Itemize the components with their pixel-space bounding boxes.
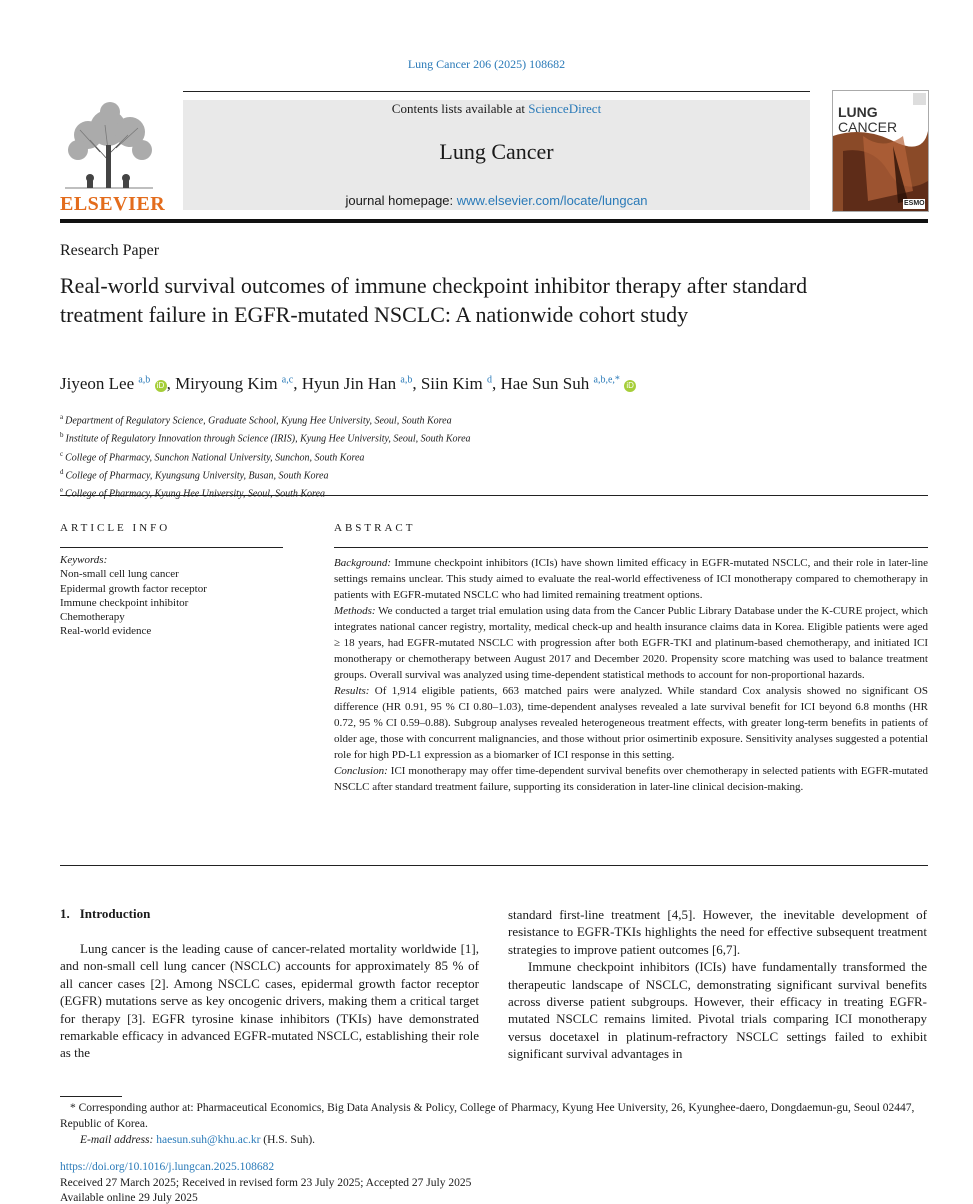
received-dates: Received 27 March 2025; Received in revised form 23 July 2025; Accepted 27 July 2025	[60, 1177, 472, 1189]
orcid-icon[interactable]: iD	[624, 380, 636, 392]
introduction-heading: 1. Introduction	[60, 906, 151, 921]
affiliation-item: $^c$ College of Pharmacy, Sunchon National University, Sunchon, South Korea	[60, 449, 365, 463]
sciencedirect-link[interactable]: ScienceDirect	[528, 101, 602, 116]
article-type: Research Paper	[60, 242, 160, 259]
intro-paragraph: Lung cancer is the leading cause of cancer-related mortality worldwide [1], and non-small cell lung cancer (NSCLC) accounts for approximately 85 % of all cancer cases [2]. Among NSCLC cases, epidermal growth factor receptor (EGFR) mutations serve as key oncogenic drivers, making them a critical target for therapy [3]. EGFR tyrosine kinase inhibitors (TKIs) have demonstrated remarkable efficacy in advanced EGFR-mutated NSCLC, establishing their role as the	[60, 941, 479, 1061]
elsevier-tree-logo	[60, 100, 158, 190]
abstract-heading: ABSTRACT	[334, 522, 416, 534]
author-list: Jiyeon Lee $^{a,b}$ iD , Miryoung Kim $^{a,c}$, Hyun Jin Han $^{a,b}$, Siin Kim $^d$, Hae Sun Suh $^{a,b,e,*}$ iD	[60, 374, 930, 394]
cover-title-lung: LUNG	[838, 104, 878, 120]
author-affil-sup[interactable]: a,b	[400, 374, 413, 386]
affiliation-item: $^e$ College of Pharmacy, Kyung Hee University, Seoul, South Korea	[60, 486, 325, 500]
author-name[interactable]: Hyun Jin Han	[301, 374, 397, 393]
doi-link[interactable]: https://doi.org/10.1016/j.lungcan.2025.108682	[60, 1161, 275, 1173]
journal-homepage: journal homepage: www.elsevier.com/locate/lungcan	[345, 193, 648, 208]
journal-name: Lung Cancer	[439, 139, 554, 164]
affiliation-item: $^a$ Department of Regulatory Science, Graduate School, Kyung Hee University, Seoul, South Korea	[60, 413, 452, 427]
author-name[interactable]: Hae Sun Suh	[500, 374, 590, 393]
section-divider	[60, 495, 928, 496]
affiliation-item: $^d$ College of Pharmacy, Kyungsung University, Busan, South Korea	[60, 467, 329, 482]
abstract-methods: Methods: We conducted a target trial emulation using data from the Cancer Public Library Database under the K-CURE project, which integrates national cancer registry, mortality, medical check-up and health insurance claims data in Korea. Eligible patients were aged ≥ 18 years, had EGFR-mutated NSCLC with progression after both EGFR-TKI and platinum-based chemotherapy, and initiated ICI monotherapy or chemotherapy between August 2017 and December 2020. Propensity score matching was used to balance treatment groups. Overall survival was analyzed using time-dependent statistical methods to account for non-proportional hazards.	[334, 605, 928, 681]
intro-paragraph: standard first-line treatment [4,5]. However, the inevitable development of resistance to EGFR-TKIs highlights the need for effective subsequent treatment strategies to improve patient outcomes [6,7].	[508, 907, 927, 957]
header-bottom-rule	[60, 219, 928, 223]
homepage-link[interactable]: www.elsevier.com/locate/lungcan	[456, 193, 648, 208]
affiliation-item: $^b$ Institute of Regulatory Innovation through Science (IRIS), Kyung Hee University, Seoul, South Korea	[60, 431, 471, 445]
journal-reference[interactable]: Lung Cancer 206 (2025) 108682	[407, 57, 566, 71]
article-info-rule	[60, 547, 283, 548]
corresponding-footnote	[60, 1100, 928, 1148]
section-divider	[60, 865, 928, 866]
abstract-results: Results: Of 1,914 eligible patients, 663 matched pairs were analyzed. While standard Cox analysis showed no significant OS difference (HR 0.91, 95 % CI 0.80–1.03), time-dependent analyses revealed a late survival benefit for ICI beyond 6.8 months (HR 0.72, 95 % CI 0.59–0.88). Subgroup analyses revealed heterogeneous treatment effects, with greater long-term benefits in patients of older age, those with concurrent malignancies, and those without prior osimertinib exposure. Sensitivity analyses suggested a potential role for high PD-L1 expression as a biomarker of ICI response in this setting.	[334, 685, 928, 761]
journal-cover-image[interactable]	[832, 90, 929, 212]
intro-paragraph: Immune checkpoint inhibitors (ICIs) have fundamentally transformed the therapeutic landscape of NSCLC, demonstrating significant survival benefits across diverse patient subgroups. However, their efficacy in treating EGFR-mutated NSCLC remains limited. Pivotal trials comparing ICI monotherapy versus docetaxel in platinum-refractory NSCLC settings failed to exhibit significant survival advantages in	[508, 959, 927, 1062]
cover-title-cancer: CANCER	[838, 119, 898, 135]
keyword-item: Immune checkpoint inhibitor	[60, 596, 189, 609]
elsevier-wordmark: ELSEVIER	[60, 193, 166, 215]
author-name[interactable]: Siin Kim	[420, 374, 483, 393]
author-affil-sup[interactable]: a,c	[281, 374, 294, 386]
author-name[interactable]: Jiyeon Lee	[60, 374, 135, 393]
abstract-rule	[334, 547, 928, 548]
email-link[interactable]: haesun.suh@khu.ac.kr	[156, 1134, 261, 1146]
header-top-rule	[183, 91, 810, 92]
affiliation-list	[60, 410, 930, 502]
email-line: E-mail address: haesun.suh@khu.ac.kr (H.S. Suh).	[80, 1134, 316, 1146]
orcid-icon[interactable]: iD	[155, 380, 167, 392]
intro-column-right	[508, 906, 927, 1063]
author-affil-sup[interactable]: d	[486, 374, 492, 386]
author-name[interactable]: Miryoung Kim	[175, 374, 278, 393]
cover-badge: ESMO	[904, 200, 925, 207]
intro-column-left	[60, 940, 479, 1062]
article-info-heading: ARTICLE INFO	[60, 522, 171, 534]
contents-available: Contents lists available at ScienceDirect	[391, 101, 602, 116]
article-title: Real-world survival outcomes of immune checkpoint inhibitor therapy after standard treatment failure in EGFR-mutated NSCLC: A nationwide cohort study	[60, 273, 808, 327]
footnote-rule	[60, 1096, 122, 1097]
abstract-conclusion: Conclusion: ICI monotherapy may offer time-dependent survival benefits over chemotherapy in selected patients with EGFR-mutated NSCLC after standard treatment failure, supporting its consideration in later-line clinical decision-making.	[334, 765, 928, 793]
corresponding-author: * Corresponding author at: Pharmaceutical Economics, Big Data Analysis & Policy, College of Pharmacy, Kyung Hee University, 26, Kyunghee-daero, Dongdaemun-gu, Seoul 02447, Republic of Korea.	[60, 1102, 915, 1130]
author-affil-sup[interactable]: a,b,e,*	[593, 374, 620, 386]
author-affil-sup[interactable]: a,b	[138, 374, 151, 386]
keywords-label: Keywords:	[60, 554, 108, 566]
keyword-item: Chemotherapy	[60, 611, 125, 624]
abstract-body	[334, 555, 928, 795]
abstract-background: Background: Immune checkpoint inhibitors (ICIs) have shown limited efficacy in EGFR-mutated NSCLC, and their role in later-line settings remains unclear. This study aimed to evaluate the real-world effectiveness of ICI monotherapy compared to chemotherapy in patients with EGFR-mutated NSCLC who had limited remaining treatment options.	[334, 557, 928, 601]
keyword-item: Non-small cell lung cancer	[60, 568, 179, 581]
keywords-block	[60, 553, 290, 639]
available-online: Available online 29 July 2025	[60, 1192, 198, 1204]
keyword-item: Real-world evidence	[60, 625, 152, 638]
keyword-item: Epidermal growth factor receptor	[60, 582, 207, 595]
